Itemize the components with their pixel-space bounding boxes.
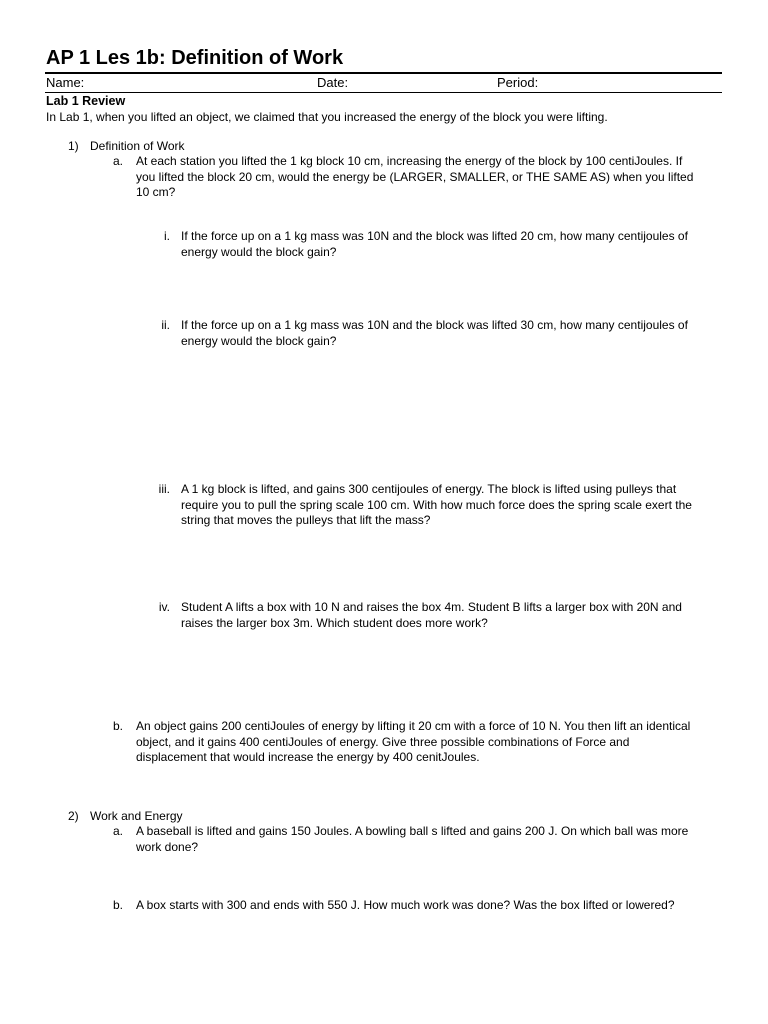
q1aii-text — [181, 318, 688, 349]
section-2-title: Work and Energy — [90, 809, 183, 823]
text-line: require you to pull the spring scale 100 cm. With how much force does the spring scale exert the — [181, 497, 692, 512]
page-title: AP 1 Les 1b: Definition of Work — [46, 47, 344, 69]
name-label: Name: — [46, 75, 85, 90]
text-line: A box starts with 300 and ends with 550 J. How much work was done? Was the box lifted or lowered? — [136, 898, 675, 912]
section-2-number: 2) — [68, 809, 79, 823]
header-rule — [45, 92, 722, 93]
q2b-text — [136, 898, 675, 914]
text-line: work done? — [136, 839, 199, 854]
section-1-number: 1) — [68, 139, 79, 153]
section-1-title: Definition of Work — [90, 139, 185, 153]
q1aiii-marker: iii. — [158, 482, 170, 496]
q1ai-text — [181, 229, 688, 260]
q2a-marker: a. — [113, 824, 124, 838]
text-line: string that moves the pulleys that lift the mass? — [181, 513, 431, 527]
q1aiv-text — [181, 600, 682, 631]
q2b-marker: b. — [113, 898, 124, 912]
q1a-text — [136, 154, 693, 201]
text-line: An object gains 200 centiJoules of energy by lifting it 20 cm with a force of 10 N. You then lift an identical — [136, 719, 691, 733]
q1aii-marker: ii. — [161, 318, 170, 332]
title-rule — [45, 72, 722, 74]
text-line: displacement that would increase the energy by 400 cenitJoules. — [136, 750, 480, 764]
q2a-text — [136, 824, 688, 855]
text-line: energy would the block gain? — [181, 333, 337, 348]
q1b-marker: b. — [113, 719, 124, 733]
text-line: 10 cm? — [136, 185, 176, 199]
text-line: If the force up on a 1 kg mass was 10N and the block was lifted 30 cm, how many centijoules of — [181, 318, 688, 332]
period-label: Period: — [497, 75, 539, 90]
q1b-text — [136, 719, 690, 766]
text-line: A baseball is lifted and gains 150 Joules. A bowling ball s lifted and gains 200 J. On which ball was more — [136, 824, 689, 838]
text-line: If the force up on a 1 kg mass was 10N and the block was lifted 20 cm, how many centijoules of — [181, 229, 688, 243]
text-line: At each station you lifted the 1 kg block 10 cm, increasing the energy of the block by 100 centiJoules. If — [136, 154, 683, 168]
text-line: energy would the block gain? — [181, 244, 337, 259]
q1aiii-text — [181, 482, 692, 529]
text-line: object, and it gains 400 centiJoules of energy. Give three possible combinations of Force and — [136, 734, 630, 749]
q1a-marker: a. — [113, 154, 124, 168]
date-label: Date: — [317, 75, 349, 90]
q1ai-marker: i. — [164, 229, 170, 243]
text-line: raises the larger box 3m. Which student does more work? — [181, 615, 488, 630]
q1aiv-marker: iv. — [158, 600, 170, 614]
text-line: A 1 kg block is lifted, and gains 300 centijoules of energy. The block is lifted using pulleys that — [181, 482, 677, 496]
text-line: you lifted the block 20 cm, would the energy be (LARGER, SMALLER, or THE SAME AS) when you lifted — [136, 169, 694, 184]
text-line: Student A lifts a box with 10 N and raises the box 4m. Student B lifts a larger box with 20N and — [181, 600, 682, 614]
intro-text: In Lab 1, when you lifted an object, we claimed that you increased the energy of the block you were lifting. — [46, 110, 608, 124]
review-heading: Lab 1 Review — [46, 94, 126, 108]
